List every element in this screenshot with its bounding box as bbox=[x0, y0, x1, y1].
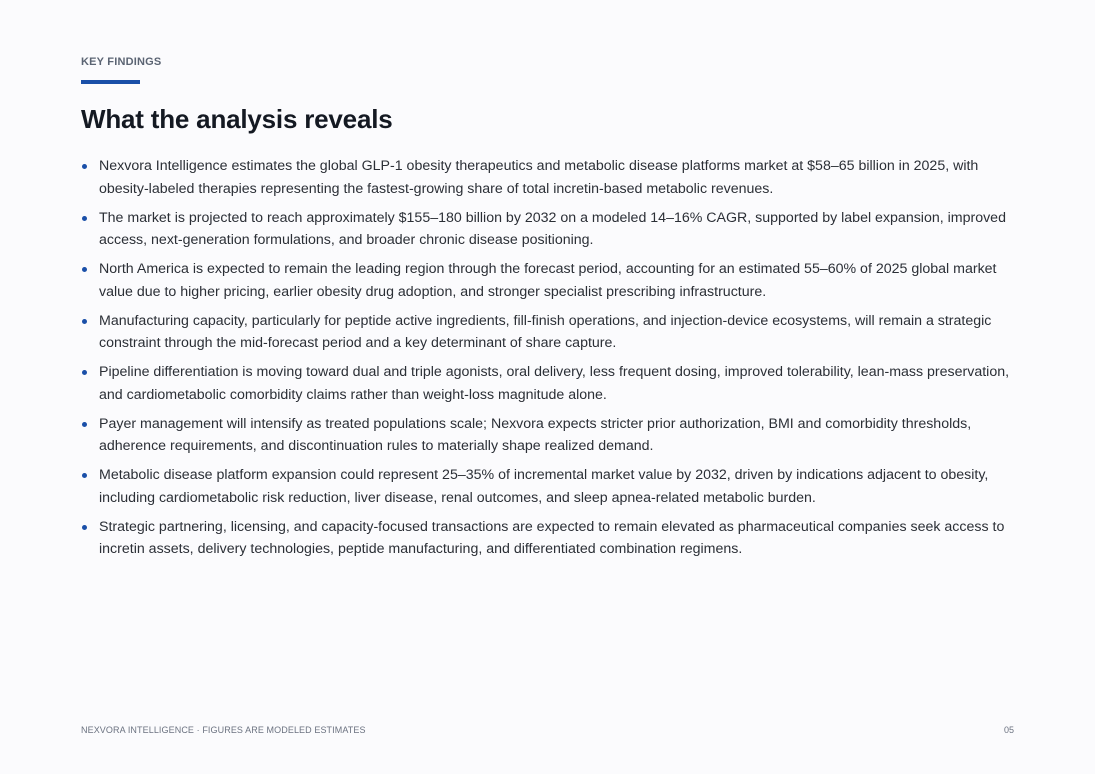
bullet-icon bbox=[82, 164, 87, 169]
page-title: What the analysis reveals bbox=[81, 104, 393, 134]
finding-text: Nexvora Intelligence estimates the global GLP-1 obesity therapeutics and metabolic disease platforms market at $58–65 billion in 2025, with obesity-labeled therapies representing the fastest-growing share of total incretin-based metabolic revenues. bbox=[99, 158, 979, 197]
footer-source-note: NEXVORA INTELLIGENCE · FIGURES ARE MODELED ESTIMATES bbox=[81, 725, 366, 735]
finding-item bbox=[81, 361, 1016, 406]
finding-text: North America is expected to remain the leading region through the forecast period, accounting for an estimated 55–60% of 2025 global market value due to higher pricing, earlier obesity drug adoption, and stronger specialist prescribing infrastructure. bbox=[99, 261, 997, 300]
finding-text: Manufacturing capacity, particularly for peptide active ingredients, fill-finish operations, and injection-device ecosystems, will remain a strategic constraint through the mid-forecast period and a key determinant of share capture. bbox=[99, 312, 992, 351]
bullet-icon bbox=[82, 525, 87, 530]
bullet-icon bbox=[82, 319, 87, 324]
finding-item bbox=[81, 464, 1016, 509]
finding-text: The market is projected to reach approximately $155–180 billion by 2032 on a modeled 14–16% CAGR, supported by label expansion, improved access, next-generation formulations, and broader chronic disease positioning. bbox=[99, 209, 1006, 248]
finding-item bbox=[81, 258, 1016, 303]
section-eyebrow: KEY FINDINGS bbox=[81, 56, 162, 68]
key-findings-page bbox=[81, 0, 1016, 774]
finding-item bbox=[81, 413, 1016, 458]
finding-item bbox=[81, 155, 1016, 200]
finding-text: Pipeline differentiation is moving toward dual and triple agonists, oral delivery, less frequent dosing, improved tolerability, lean-mass preservation, and cardiometabolic comorbidity claims rather than weight-loss magnitude alone. bbox=[99, 364, 1010, 403]
finding-item bbox=[81, 207, 1016, 252]
bullet-icon bbox=[82, 216, 87, 221]
finding-text: Strategic partnering, licensing, and capacity-focused transactions are expected to remain elevated as pharmaceutical companies seek access to incretin assets, delivery technologies, peptide manufacturing, and differentiated combination regimens. bbox=[99, 518, 1005, 557]
bullet-icon bbox=[82, 473, 87, 478]
finding-item bbox=[81, 516, 1016, 561]
findings-list bbox=[81, 155, 1016, 567]
page-number: 05 bbox=[1003, 725, 1014, 735]
finding-item bbox=[81, 310, 1016, 355]
bullet-icon bbox=[82, 370, 87, 375]
finding-text: Payer management will intensify as treated populations scale; Nexvora expects stricter prior authorization, BMI and comorbidity thresholds, adherence requirements, and discontinuation rules to materially shape realized demand. bbox=[99, 415, 972, 454]
accent-bar bbox=[81, 80, 140, 84]
finding-text: Metabolic disease platform expansion could represent 25–35% of incremental market value by 2032, driven by indications adjacent to obesity, including cardiometabolic risk reduction, liver disease, renal outcomes, and sleep apnea-related metabolic burden. bbox=[99, 467, 989, 506]
bullet-icon bbox=[82, 267, 87, 272]
bullet-icon bbox=[82, 422, 87, 427]
